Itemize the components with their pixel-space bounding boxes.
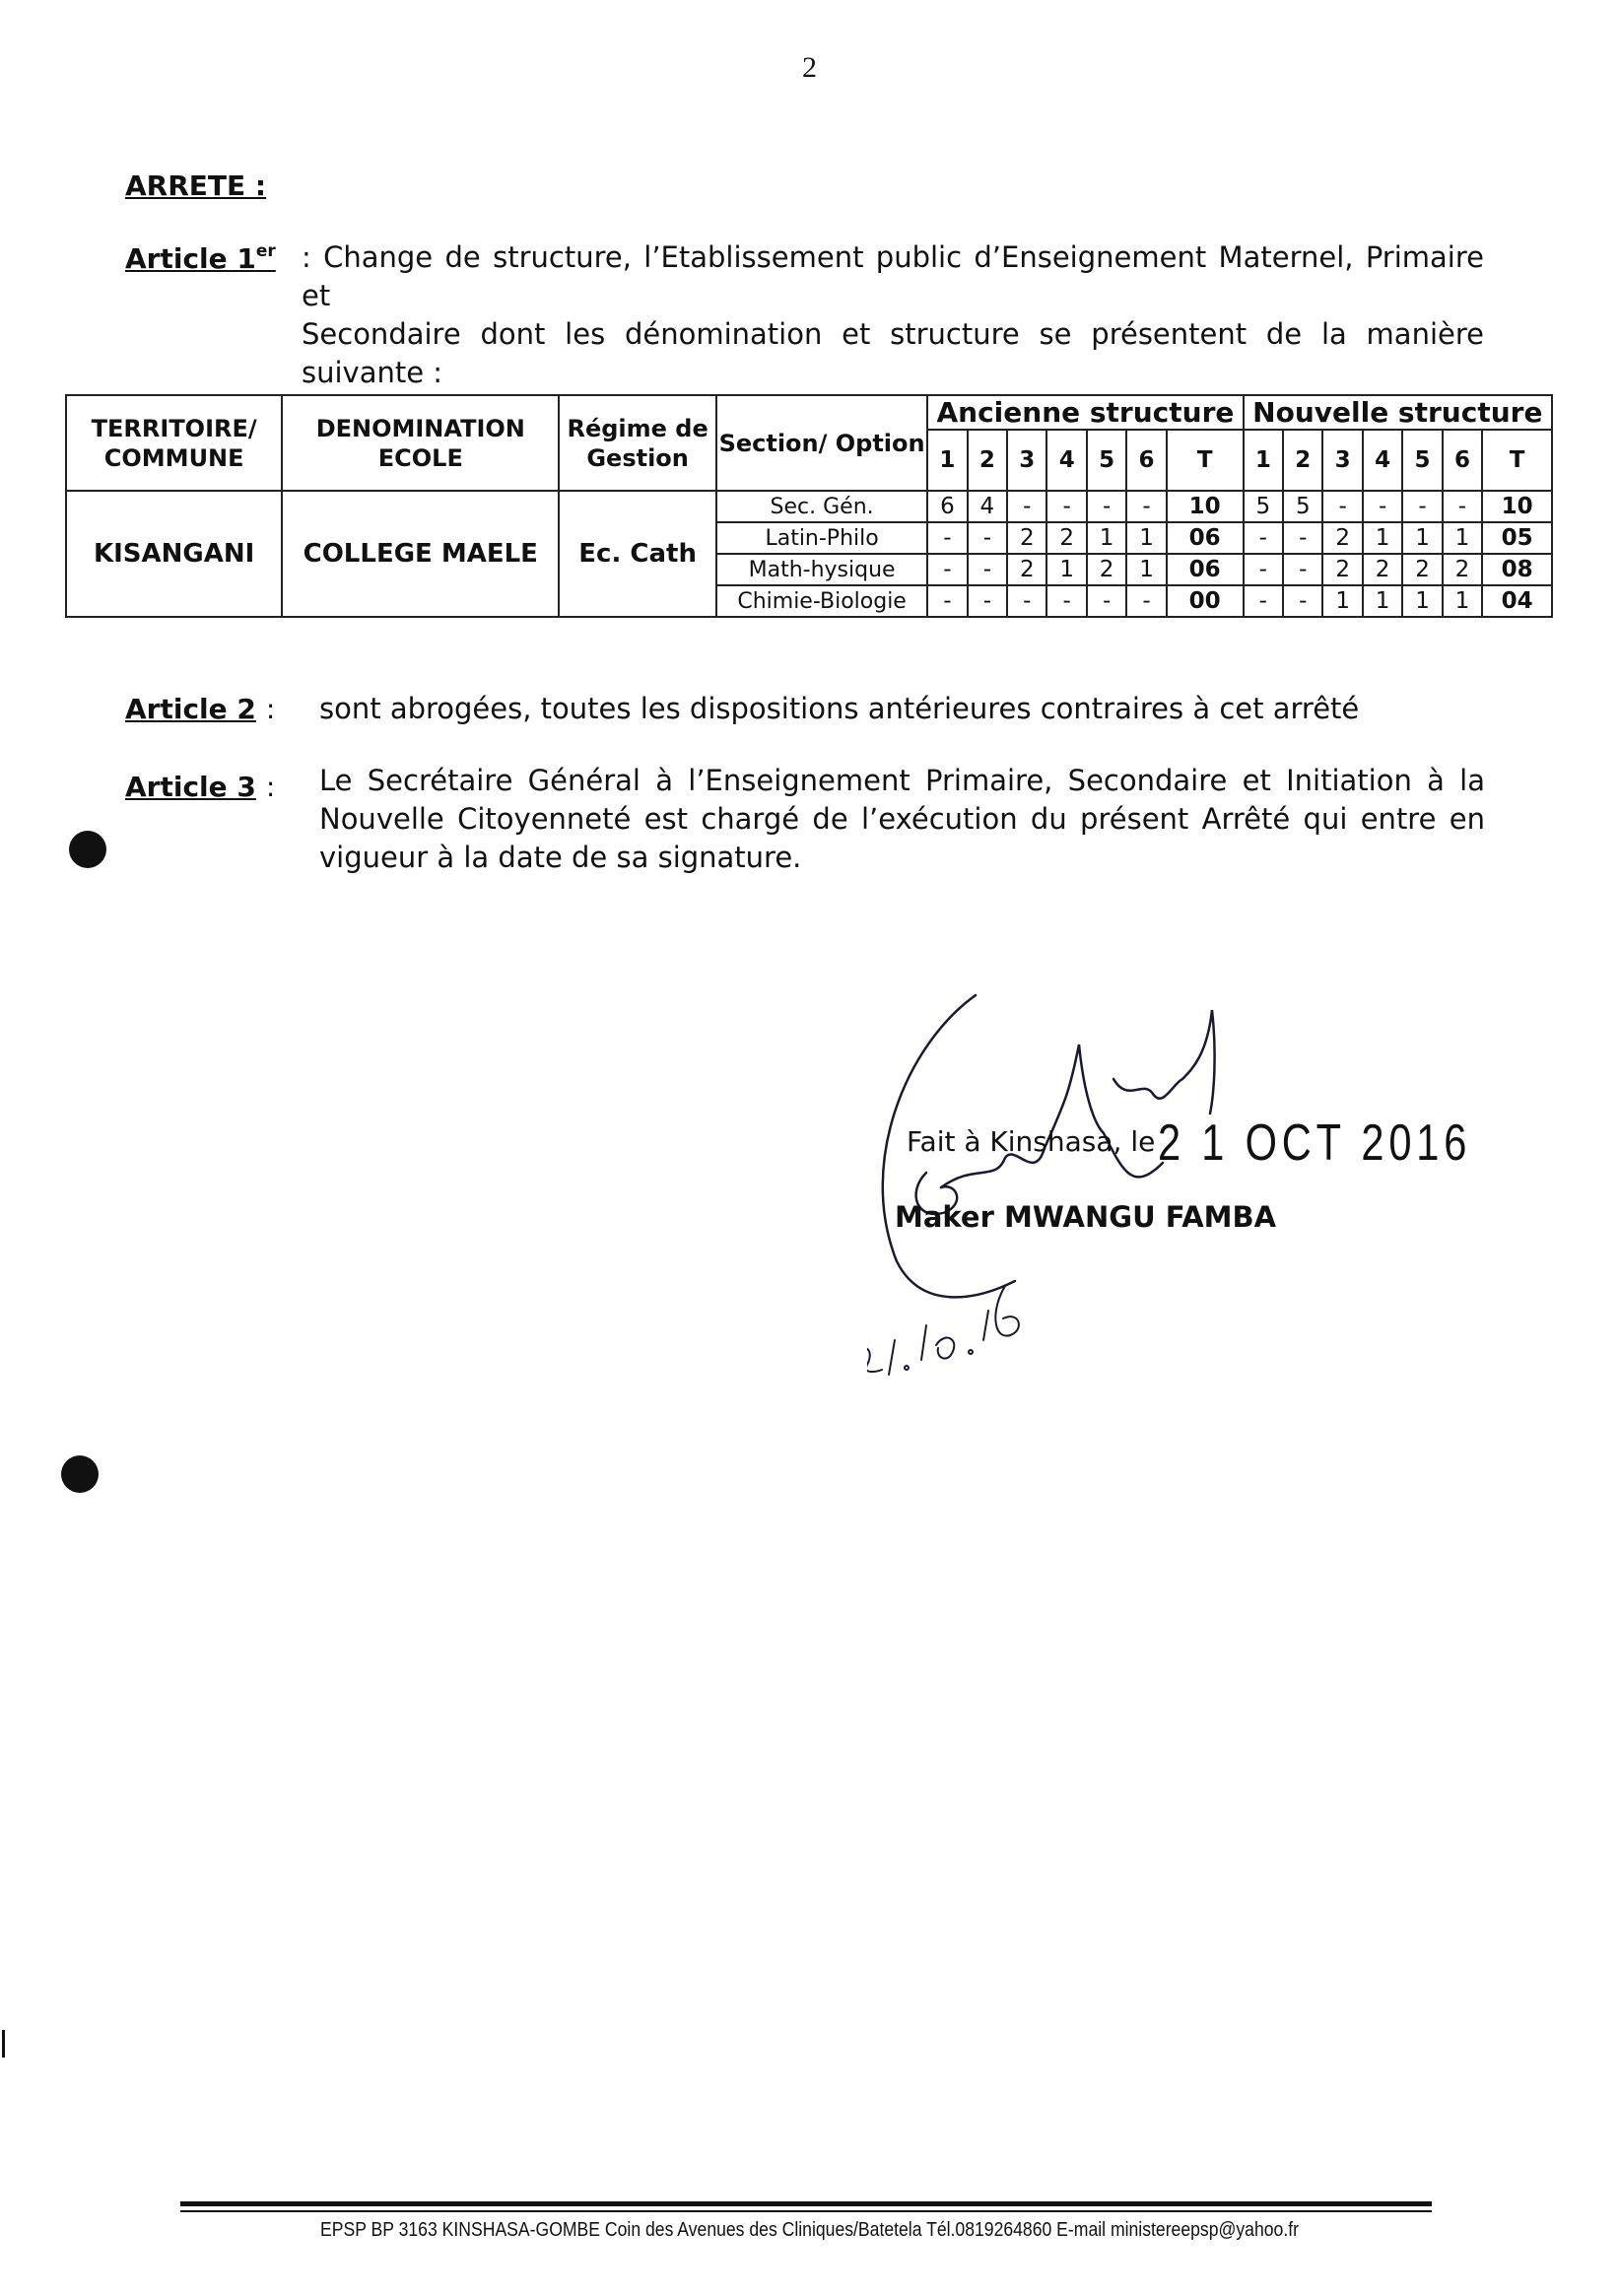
cell-nouvelle-year-5: - — [1402, 491, 1442, 522]
article1-line-2: Secondaire dont les dénomination et structure se présentent de la manière suivante : — [302, 317, 1484, 389]
cell-nouvelle-year-1: - — [1244, 522, 1283, 554]
cell-ancienne-year-4: 2 — [1046, 522, 1086, 554]
cell-ancienne-total: 00 — [1167, 585, 1244, 617]
header-regime: Régime de Gestion — [559, 395, 716, 491]
cell-nouvelle-year-3: 2 — [1322, 522, 1362, 554]
cell-nouvelle-total: 10 — [1482, 491, 1552, 522]
cell-territoire: KISANGANI — [66, 491, 282, 617]
cell-ancienne-year-3: 2 — [1007, 522, 1046, 554]
col-header-nouvelle-2: 2 — [1283, 430, 1322, 491]
page-number: 2 — [802, 51, 817, 84]
col-header-nouvelle-1: 1 — [1244, 430, 1283, 491]
cell-ancienne-year-5: - — [1087, 491, 1126, 522]
header-section: Section/ Option — [716, 395, 927, 491]
cell-nouvelle-year-3: - — [1322, 491, 1362, 522]
handwritten-signature — [867, 985, 1419, 1399]
cell-ancienne-year-5: 1 — [1087, 522, 1126, 554]
col-header-ancienne-1: 1 — [927, 430, 967, 491]
table-row — [66, 491, 1552, 522]
cell-ancienne-year-1: - — [927, 554, 967, 585]
cell-nouvelle-year-4: 1 — [1363, 522, 1402, 554]
cell-nouvelle-total: 08 — [1482, 554, 1552, 585]
cell-nouvelle-year-2: - — [1283, 522, 1322, 554]
cell-nouvelle-year-6: 1 — [1443, 522, 1482, 554]
cell-option: Chimie-Biologie — [716, 585, 927, 617]
article2-colon: : — [265, 693, 276, 725]
col-header-nouvelle-5: 5 — [1402, 430, 1442, 491]
article3-label — [125, 771, 275, 803]
cell-denomination: COLLEGE MAELE — [282, 491, 559, 617]
col-header-ancienne-4: 4 — [1046, 430, 1086, 491]
cell-nouvelle-year-4: - — [1363, 491, 1402, 522]
date-stamp: 2 1 OCT 2016 — [1158, 1114, 1472, 1172]
cell-ancienne-year-2: - — [968, 554, 1007, 585]
col-header-nouvelle-6: 6 — [1443, 430, 1482, 491]
cell-ancienne-year-1: - — [927, 585, 967, 617]
article3-text: Le Secrétaire Général à l’Enseignement Primaire, Secondaire et Initiation à la Nouvelle Citoyenneté est chargé de l’exécution du présent Arrêté qui entre en vigueur à la date de sa signature. — [319, 764, 1485, 874]
cell-nouvelle-year-5: 1 — [1402, 522, 1442, 554]
article3-colon: : — [265, 771, 276, 803]
col-header-ancienne-3: 3 — [1007, 430, 1046, 491]
cell-nouvelle-year-2: 5 — [1283, 491, 1322, 522]
footer-rule — [180, 2210, 1432, 2212]
cell-ancienne-year-5: 2 — [1087, 554, 1126, 585]
cell-ancienne-year-3: - — [1007, 491, 1046, 522]
cell-nouvelle-year-2: - — [1283, 585, 1322, 617]
cell-nouvelle-year-1: - — [1244, 585, 1283, 617]
cell-option: Math-hysique — [716, 554, 927, 585]
cell-nouvelle-year-1: - — [1244, 554, 1283, 585]
signatory-name: Maker MWANGU FAMBA — [895, 1200, 1277, 1234]
col-header-nouvelle-3: 3 — [1322, 430, 1362, 491]
cell-nouvelle-year-3: 2 — [1322, 554, 1362, 585]
signature-place-date: Fait à Kinshasa, le — [907, 1125, 1156, 1158]
col-header-nouvelle-4: 4 — [1363, 430, 1402, 491]
cell-ancienne-year-4: 1 — [1046, 554, 1086, 585]
cell-ancienne-year-2: - — [968, 585, 1007, 617]
cell-ancienne-year-2: - — [968, 522, 1007, 554]
cell-ancienne-year-1: 6 — [927, 491, 967, 522]
col-header-nouvelle-t: T — [1482, 430, 1552, 491]
article2-text: sont abrogées, toutes les dispositions antérieures contraires à cet arrêté — [319, 692, 1360, 725]
cell-ancienne-year-6: 1 — [1126, 522, 1166, 554]
cell-ancienne-year-3: 2 — [1007, 554, 1046, 585]
cell-nouvelle-year-2: - — [1283, 554, 1322, 585]
article1-text — [302, 238, 1484, 392]
header-nouvelle-structure: Nouvelle structure — [1244, 395, 1552, 430]
cell-nouvelle-total: 05 — [1482, 522, 1552, 554]
cell-ancienne-year-6: - — [1126, 491, 1166, 522]
article1-line-1: : Change de structure, l’Etablissement public d’Enseignement Maternel, Primaire et — [302, 240, 1484, 312]
structure-table — [65, 394, 1553, 618]
handwritten-date — [867, 1286, 1019, 1375]
article1-label-sup: er — [255, 241, 276, 261]
cell-ancienne-year-1: - — [927, 522, 967, 554]
article3-label-text: Article 3 — [125, 771, 256, 803]
cell-ancienne-total: 06 — [1167, 522, 1244, 554]
cell-nouvelle-year-4: 1 — [1363, 585, 1402, 617]
cell-nouvelle-year-3: 1 — [1322, 585, 1362, 617]
cell-nouvelle-year-5: 1 — [1402, 585, 1442, 617]
cell-ancienne-total: 10 — [1167, 491, 1244, 522]
cell-regime: Ec. Cath — [559, 491, 716, 617]
margin-mark — [2, 2030, 5, 2058]
arrete-heading: ARRETE : — [125, 169, 267, 202]
punch-hole-mark — [69, 831, 106, 868]
article1-label-text: Article 1 — [125, 242, 256, 275]
punch-hole-mark — [61, 1455, 99, 1493]
cell-ancienne-year-3: - — [1007, 585, 1046, 617]
article2-label — [125, 693, 275, 725]
cell-ancienne-year-6: 1 — [1126, 554, 1166, 585]
col-header-ancienne-6: 6 — [1126, 430, 1166, 491]
cell-nouvelle-year-4: 2 — [1363, 554, 1402, 585]
header-ancienne-structure: Ancienne structure — [927, 395, 1243, 430]
col-header-ancienne-t: T — [1167, 430, 1244, 491]
cell-option: Sec. Gén. — [716, 491, 927, 522]
cell-nouvelle-total: 04 — [1482, 585, 1552, 617]
cell-ancienne-year-2: 4 — [968, 491, 1007, 522]
col-header-ancienne-5: 5 — [1087, 430, 1126, 491]
footer-address: EPSP BP 3163 KINSHASA-GOMBE Coin des Avenues des Cliniques/Batetela Tél.0819264860 E-mail ministereepsp@yahoo.fr — [320, 2219, 1299, 2241]
cell-ancienne-year-4: - — [1046, 585, 1086, 617]
cell-ancienne-year-6: - — [1126, 585, 1166, 617]
header-territoire: TERRITOIRE/ COMMUNE — [66, 395, 282, 491]
cell-ancienne-year-5: - — [1087, 585, 1126, 617]
article1-label — [125, 241, 276, 275]
cell-ancienne-year-4: - — [1046, 491, 1086, 522]
footer-rule — [180, 2201, 1432, 2206]
cell-nouvelle-year-1: 5 — [1244, 491, 1283, 522]
article2-label-text: Article 2 — [125, 693, 256, 725]
cell-nouvelle-year-5: 2 — [1402, 554, 1442, 585]
col-header-ancienne-2: 2 — [968, 430, 1007, 491]
cell-ancienne-total: 06 — [1167, 554, 1244, 585]
cell-nouvelle-year-6: - — [1443, 491, 1482, 522]
cell-option: Latin-Philo — [716, 522, 927, 554]
header-denomination: DENOMINATION ECOLE — [282, 395, 559, 491]
cell-nouvelle-year-6: 1 — [1443, 585, 1482, 617]
cell-nouvelle-year-6: 2 — [1443, 554, 1482, 585]
